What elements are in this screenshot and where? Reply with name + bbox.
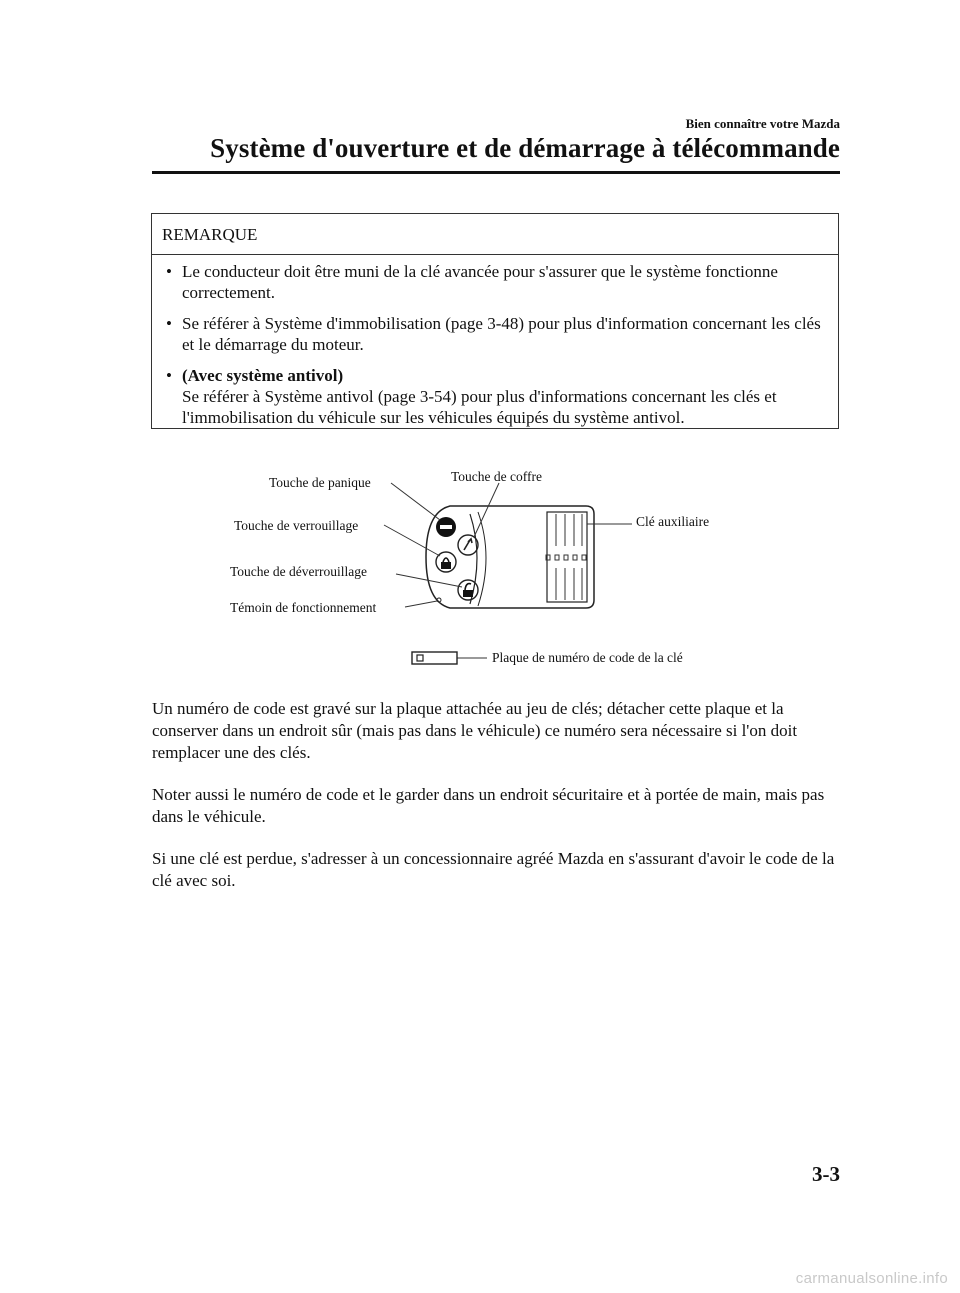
note-item	[166, 365, 828, 428]
note-item-text: Le conducteur doit être muni de la clé avancée pour s'assurer que le système fonctionne correctement.	[182, 262, 778, 302]
body-paragraph: Un numéro de code est gravé sur la plaque attachée au jeu de clés; détacher cette plaque et la conserver dans un endroit sûr (mais pas dans le véhicule) ce numéro sera nécessaire si l'on doit remplacer une des clés.	[152, 699, 798, 762]
label-code-plate: Plaque de numéro de code de la clé	[492, 650, 683, 665]
label-panic-button: Touche de panique	[269, 475, 371, 490]
note-item	[166, 261, 828, 303]
note-box	[151, 213, 839, 429]
page-number: 3-3	[812, 1162, 840, 1186]
label-trunk-button: Touche de coffre	[451, 469, 543, 484]
body-paragraph: Noter aussi le numéro de code et le garder dans un endroit sécuritaire et à portée de main, mais pas dans le véhicule.	[152, 785, 825, 826]
note-item	[166, 313, 828, 355]
trunk-button	[458, 535, 478, 555]
section-title: Système d'ouverture et de démarrage à télécommande	[210, 133, 840, 163]
leader-lines	[384, 483, 632, 658]
note-item-text: Se référer à Système antivol (page 3-54) pour plus d'informations concernant les clés et l'immobilisation du véhicule sur les véhicules équipés du système antivol.	[182, 387, 777, 427]
note-heading: REMARQUE	[152, 214, 838, 255]
aux-key-slot	[547, 512, 587, 602]
header-kicker: Bien connaître votre Mazda	[685, 116, 840, 131]
code-plate	[412, 652, 457, 664]
bullet: •	[166, 366, 172, 385]
aux-key-ridges	[556, 514, 582, 600]
bullet: •	[166, 262, 172, 281]
bullet: •	[166, 314, 172, 333]
label-indicator-light: Témoin de fonctionnement	[230, 600, 377, 615]
label-aux-key: Clé auxiliaire	[636, 514, 710, 529]
body-paragraph: Si une clé est perdue, s'adresser à un concessionnaire agréé Mazda en s'assurant d'avoir le code de la clé avec soi.	[152, 849, 835, 890]
label-lock-button: Touche de verrouillage	[234, 518, 359, 533]
header-rule	[152, 171, 840, 174]
note-item-lead: (Avec système antivol)	[182, 366, 344, 385]
key-figure	[0, 450, 960, 680]
note-item-text: Se référer à Système d'immobilisation (page 3-48) pour plus d'information concernant les clés et le démarrage du moteur.	[182, 314, 821, 354]
aux-key-dots	[546, 555, 586, 560]
code-plate-hole	[417, 655, 423, 661]
note-list	[152, 255, 838, 428]
label-unlock-button: Touche de déverrouillage	[230, 564, 367, 579]
watermark: carmanualsonline.info	[795, 1270, 948, 1287]
